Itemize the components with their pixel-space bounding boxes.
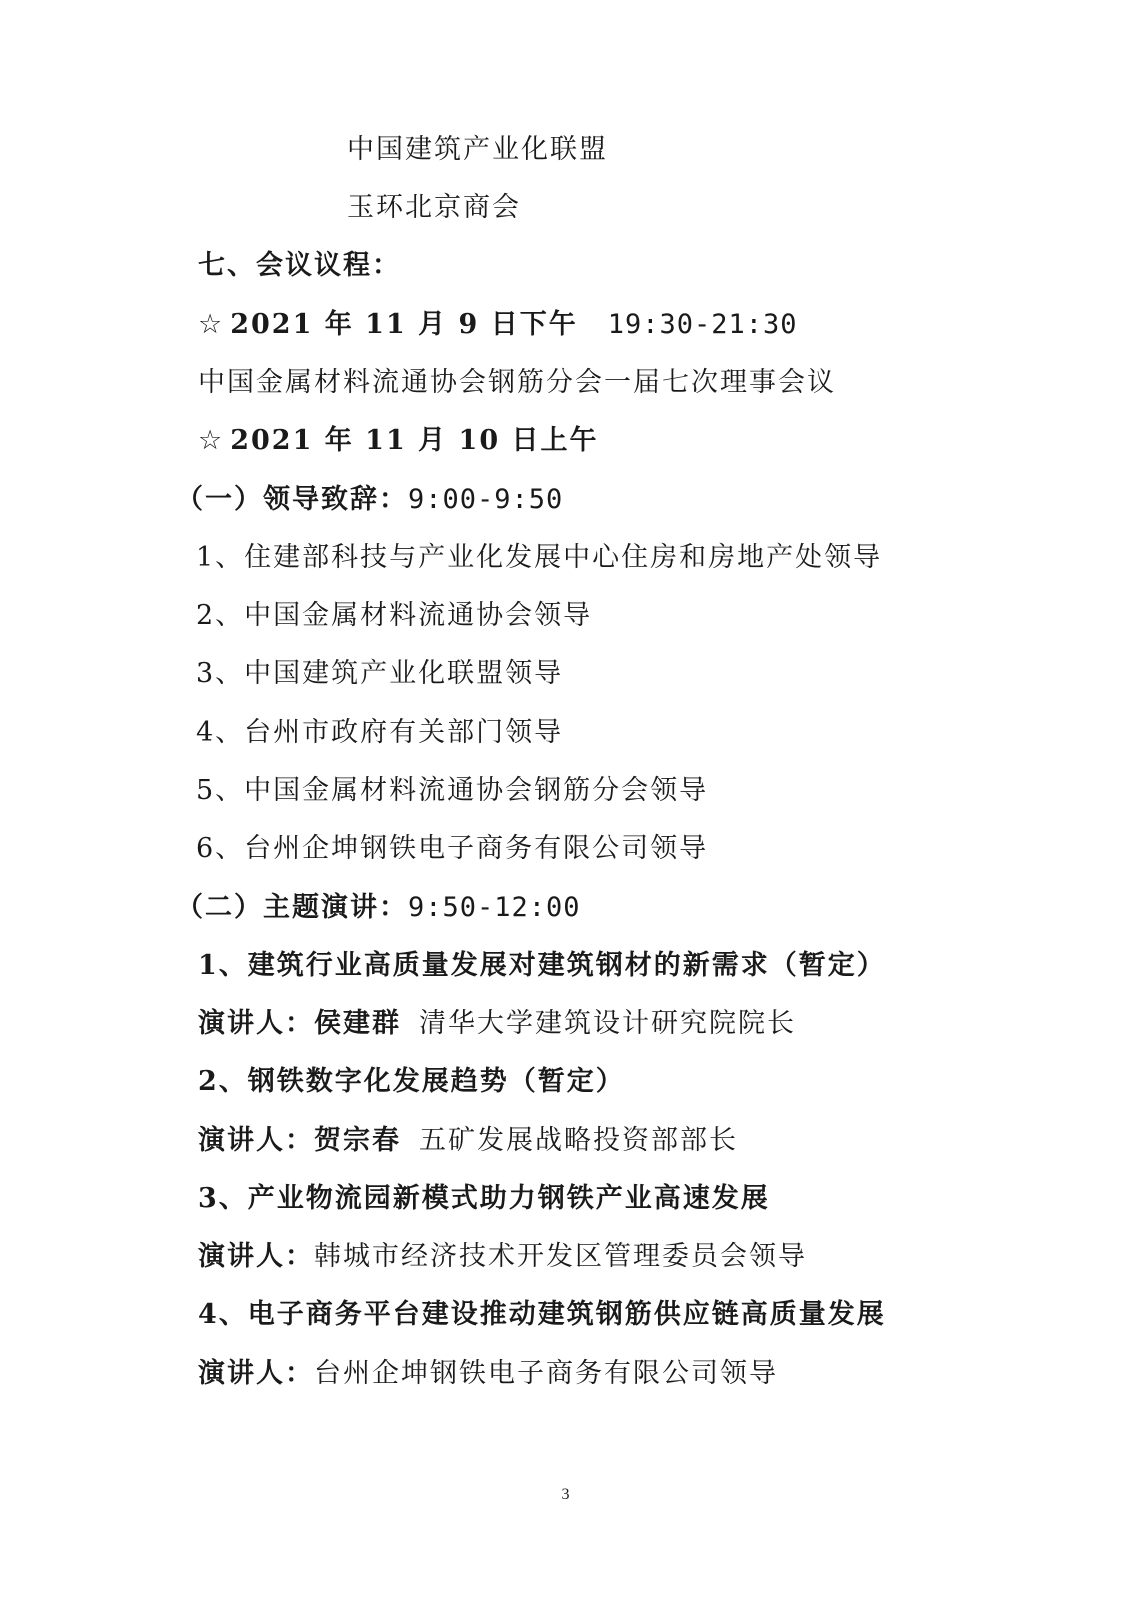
speaker-line [198,1124,738,1158]
speaker-label: 演讲人： [198,1008,314,1039]
part-heading [176,891,581,925]
list-item: 1、住建部科技与产业化发展中心住房和房地产处领导 [196,542,883,573]
part-heading [176,483,563,517]
schedule-date-day2 [198,424,599,458]
speaker-name: 侯建群 [314,1008,401,1039]
speaker-label: 演讲人： [198,1125,314,1156]
time-range: 9:00-9:50 [408,484,564,515]
talk-title: 2、钢铁数字化发展趋势（暂定） [198,1066,625,1097]
date-text: 2021 年 11 月 10 日上午 [230,425,599,456]
part-heading-label: （二）主题演讲： [176,892,408,923]
part-heading-label: （一）领导致辞： [176,484,408,515]
page-number: 3 [561,1486,570,1503]
list-item: 3、中国建筑产业化联盟领导 [196,658,564,689]
speaker-affiliation: 五矿发展战略投资部部长 [419,1125,738,1156]
section-title: 七、会议议程： [198,250,401,281]
star-icon: ☆ [198,309,225,340]
talk-title: 4、电子商务平台建设推动建筑钢筋供应链高质量发展 [198,1299,886,1330]
list-item: 2、中国金属材料流通协会领导 [196,600,593,631]
talk-title: 1、建筑行业高质量发展对建筑钢材的新需求（暂定） [198,950,886,981]
talk-title: 3、产业物流园新模式助力钢铁产业高速发展 [198,1183,770,1214]
date-text: 2021 年 11 月 9 日下午 [230,309,578,340]
speaker-line [198,1007,796,1041]
time-range: 9:50-12:00 [408,892,581,923]
star-icon: ☆ [198,425,225,456]
speaker-label: 演讲人： [198,1241,314,1272]
speaker-line [198,1357,778,1391]
speaker-affiliation: 韩城市经济技术开发区管理委员会领导 [314,1241,807,1272]
speaker-line [198,1240,807,1274]
schedule-date-day1 [198,308,798,342]
list-item: 5、中国金属材料流通协会钢筋分会领导 [196,775,709,806]
list-item: 4、台州市政府有关部门领导 [196,717,564,748]
speaker-label: 演讲人： [198,1358,314,1389]
speaker-affiliation: 清华大学建筑设计研究院院长 [419,1008,796,1039]
event-line: 中国金属材料流通协会钢筋分会一届七次理事会议 [198,367,836,398]
org-line: 中国建筑产业化联盟 [347,134,608,165]
speaker-affiliation: 台州企坤钢铁电子商务有限公司领导 [314,1358,778,1389]
speaker-name: 贺宗春 [314,1125,401,1156]
time-range: 19:30-21:30 [607,309,798,340]
list-item: 6、台州企坤钢铁电子商务有限公司领导 [196,833,709,864]
org-line: 玉环北京商会 [347,192,521,223]
